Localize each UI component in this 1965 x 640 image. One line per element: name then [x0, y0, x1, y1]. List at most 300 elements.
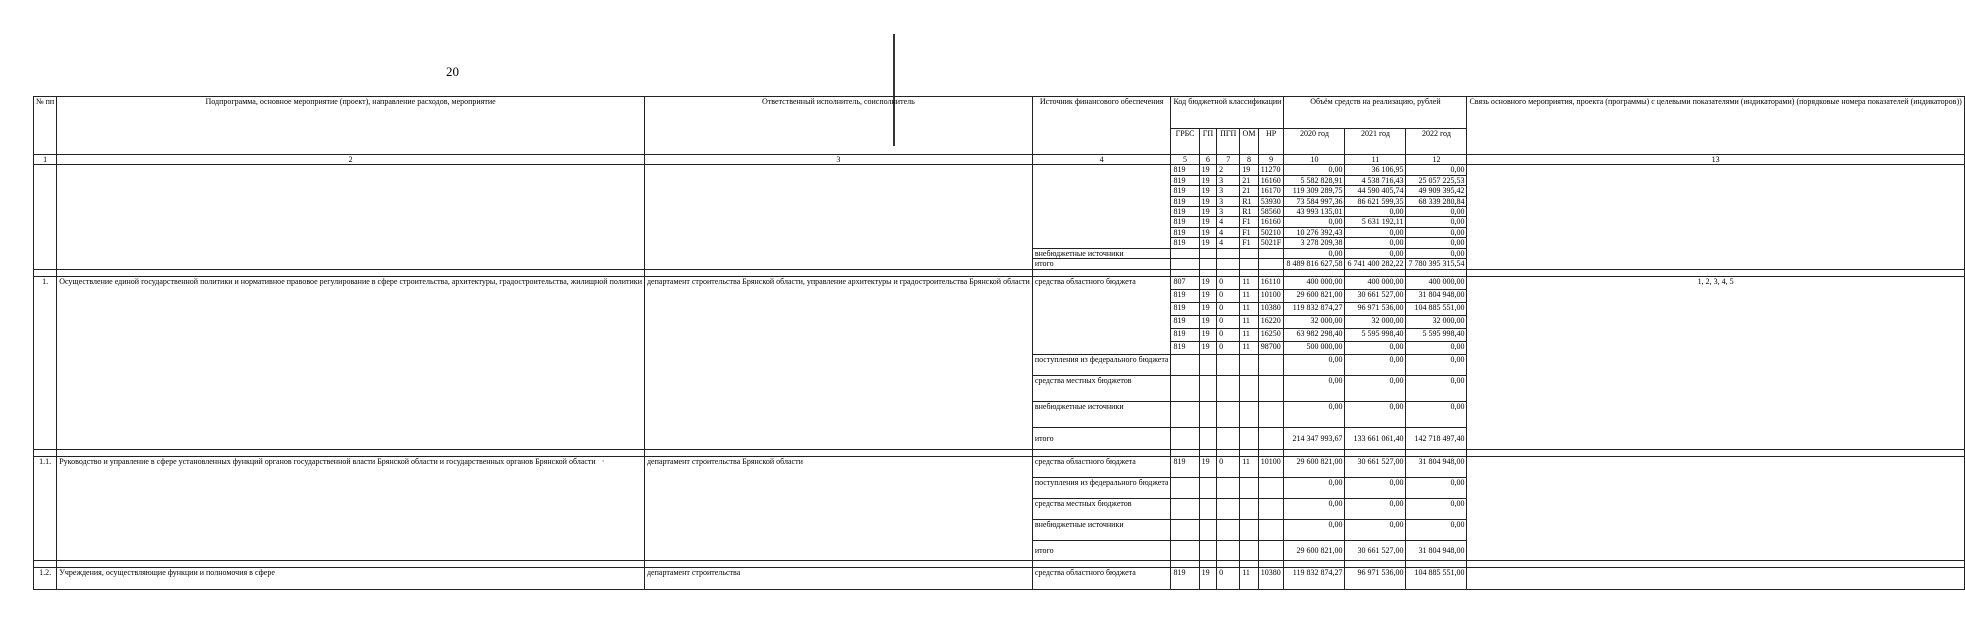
- amount-2020: 32 000,00: [1284, 316, 1345, 329]
- header-program: Подпрограмма, основное мероприятие (проект), направление расходов, мероприятие: [57, 97, 645, 155]
- amount-2020: 43 993 135,01: [1284, 207, 1345, 217]
- amount-2022: 49 909 395,42: [1406, 186, 1467, 196]
- code-om: F1: [1240, 238, 1259, 248]
- total-label: итого: [1032, 259, 1171, 270]
- header-source: Источник финансового обеспечения: [1032, 97, 1171, 155]
- code-nr: [1258, 402, 1284, 428]
- code-grbs: [1171, 520, 1199, 541]
- amount-2021: 32 000,00: [1345, 316, 1406, 329]
- code-gp: [1199, 520, 1217, 541]
- table-row: [34, 277, 1965, 290]
- empty-cell: [1171, 450, 1199, 457]
- code-nr: [1258, 376, 1284, 402]
- code-grbs: [1171, 478, 1199, 499]
- amount-2021: 0,00: [1345, 207, 1406, 217]
- empty-cell: [1240, 270, 1259, 277]
- amount-2020: 29 600 821,00: [1284, 290, 1345, 303]
- row-number: 1.2.: [34, 568, 57, 590]
- code-pgp: 0: [1217, 316, 1240, 329]
- header-pgp: ПГП: [1217, 129, 1240, 155]
- stray-mark: ·: [601, 457, 605, 467]
- code-grbs: 819: [1171, 342, 1199, 355]
- code-grbs: [1171, 376, 1199, 402]
- code-pgp: [1217, 478, 1240, 499]
- amount-2020: 0,00: [1284, 355, 1345, 376]
- code-om: 19: [1240, 165, 1259, 175]
- header-responsible: Ответственный исполнитель, соисполнитель: [644, 97, 1032, 155]
- indicator-link: 1, 2, 3, 4, 5: [1467, 277, 1964, 450]
- code-gp: 19: [1199, 316, 1217, 329]
- code-gp: [1199, 376, 1217, 402]
- code-gp: [1199, 259, 1217, 270]
- amount-2022: 142 718 497,40: [1406, 428, 1467, 450]
- amount-2021: 44 590 405,74: [1345, 186, 1406, 196]
- code-pgp: 0: [1217, 303, 1240, 316]
- column-number: 6: [1199, 155, 1217, 165]
- code-om: R1: [1240, 207, 1259, 217]
- code-pgp: 2: [1217, 165, 1240, 175]
- code-om: [1240, 248, 1259, 258]
- code-gp: 19: [1199, 217, 1217, 227]
- code-om: [1240, 499, 1259, 520]
- code-gp: 19: [1199, 165, 1217, 175]
- indicator-link: [1467, 457, 1964, 561]
- empty-cell: [1240, 450, 1259, 457]
- amount-2020: 63 982 298,40: [1284, 329, 1345, 342]
- funding-source: средства местных бюджетов: [1032, 499, 1171, 520]
- funding-source: внебюджетные источники: [1032, 248, 1171, 258]
- total-label: итого: [1032, 428, 1171, 450]
- code-om: 11: [1240, 277, 1259, 290]
- empty-cell: [57, 561, 645, 568]
- code-gp: 19: [1199, 238, 1217, 248]
- amount-2021: 5 631 192,11: [1345, 217, 1406, 227]
- code-gp: 19: [1199, 303, 1217, 316]
- amount-2021: 36 106,95: [1345, 165, 1406, 175]
- code-pgp: [1217, 402, 1240, 428]
- amount-2020: 0,00: [1284, 520, 1345, 541]
- empty-cell: [1032, 561, 1171, 568]
- empty-cell: [1467, 270, 1964, 277]
- code-grbs: 819: [1171, 290, 1199, 303]
- code-nr: [1258, 259, 1284, 270]
- amount-2021: 400 000,00: [1345, 277, 1406, 290]
- code-nr: 10100: [1258, 290, 1284, 303]
- funding-source: средства областного бюджета: [1032, 277, 1171, 355]
- funding-source: [1032, 165, 1171, 248]
- code-nr: 16250: [1258, 329, 1284, 342]
- code-om: [1240, 259, 1259, 270]
- amount-2020: 0,00: [1284, 217, 1345, 227]
- amount-2022: 400 000,00: [1406, 277, 1467, 290]
- column-number: 11: [1345, 155, 1406, 165]
- amount-2022: 0,00: [1406, 355, 1467, 376]
- code-grbs: 819: [1171, 175, 1199, 185]
- program-name-text: Руководство и управление в сфере установленных функций органов государственной власти Брянской области и государственных органов Брянской области: [59, 457, 596, 467]
- amount-2022: 0,00: [1406, 248, 1467, 258]
- empty-cell: [34, 561, 57, 568]
- code-pgp: 3: [1217, 175, 1240, 185]
- code-pgp: 4: [1217, 227, 1240, 237]
- code-pgp: [1217, 541, 1240, 561]
- code-gp: 19: [1199, 227, 1217, 237]
- funding-source: средства областного бюджета: [1032, 457, 1171, 478]
- column-number: 5: [1171, 155, 1199, 165]
- code-nr: 16160: [1258, 217, 1284, 227]
- amount-2021: 0,00: [1345, 478, 1406, 499]
- amount-2022: 0,00: [1406, 376, 1467, 402]
- code-grbs: 807: [1171, 277, 1199, 290]
- amount-2021: 86 621 599,35: [1345, 196, 1406, 206]
- code-pgp: [1217, 499, 1240, 520]
- header-no: № пп: [34, 97, 57, 155]
- code-pgp: 4: [1217, 238, 1240, 248]
- header-om: ОМ: [1240, 129, 1259, 155]
- code-pgp: [1217, 259, 1240, 270]
- row-number: 1.1.: [34, 457, 57, 561]
- program-name: [57, 165, 645, 270]
- amount-2022: 68 339 280,84: [1406, 196, 1467, 206]
- empty-cell: [644, 450, 1032, 457]
- program-name: [57, 457, 645, 561]
- code-grbs: [1171, 428, 1199, 450]
- code-grbs: [1171, 248, 1199, 258]
- column-number: 8: [1240, 155, 1259, 165]
- code-gp: [1199, 499, 1217, 520]
- column-number: 7: [1217, 155, 1240, 165]
- amount-2021: 0,00: [1345, 355, 1406, 376]
- empty-cell: [1284, 561, 1345, 568]
- code-gp: [1199, 402, 1217, 428]
- code-nr: 53930: [1258, 196, 1284, 206]
- empty-cell: [1171, 561, 1199, 568]
- responsible: департамент строительства Брянской области: [644, 457, 1032, 561]
- code-pgp: 0: [1217, 290, 1240, 303]
- code-nr: 16160: [1258, 175, 1284, 185]
- amount-2020: 119 832 874,27: [1284, 303, 1345, 316]
- amount-2022: 0,00: [1406, 238, 1467, 248]
- empty-cell: [1258, 270, 1284, 277]
- code-grbs: 819: [1171, 303, 1199, 316]
- empty-cell: [1217, 270, 1240, 277]
- program-name: Осуществление единой государственной политики и нормативное правовое регулирование в сфере строительства, архитектуры, градостроительства, жилищной политики: [57, 277, 645, 450]
- header-link: Связь основного мероприятия, проекта (программы) с целевыми показателями (индикаторами) (порядковые номера показателей (индикаторов)): [1467, 97, 1964, 155]
- column-number: 10: [1284, 155, 1345, 165]
- column-number: 13: [1467, 155, 1964, 165]
- amount-2022: 31 804 948,00: [1406, 290, 1467, 303]
- amount-2022: 0,00: [1406, 478, 1467, 499]
- header-row: [34, 97, 1965, 129]
- table-row: [34, 165, 1965, 175]
- column-number: 12: [1406, 155, 1467, 165]
- empty-cell: [34, 450, 57, 457]
- code-om: [1240, 376, 1259, 402]
- code-gp: [1199, 541, 1217, 561]
- code-grbs: [1171, 259, 1199, 270]
- amount-2020: 500 000,00: [1284, 342, 1345, 355]
- code-pgp: 4: [1217, 217, 1240, 227]
- amount-2022: 104 885 551,00: [1406, 568, 1467, 590]
- amount-2020: 0,00: [1284, 165, 1345, 175]
- amount-2020: 0,00: [1284, 478, 1345, 499]
- amount-2021: 30 661 527,00: [1345, 541, 1406, 561]
- column-numbers-row: [34, 155, 1965, 165]
- amount-2020: 10 276 392,43: [1284, 227, 1345, 237]
- amount-2020: 0,00: [1284, 402, 1345, 428]
- empty-cell: [1199, 270, 1217, 277]
- code-om: 11: [1240, 342, 1259, 355]
- header-grbs: ГРБС: [1171, 129, 1199, 155]
- page-number: 20: [446, 64, 459, 79]
- code-nr: [1258, 520, 1284, 541]
- amount-2022: 0,00: [1406, 217, 1467, 227]
- empty-cell: [1217, 450, 1240, 457]
- header-kbk: Код бюджетной классификации: [1171, 97, 1284, 129]
- amount-2022: 0,00: [1406, 402, 1467, 428]
- amount-2021: 4 538 716,43: [1345, 175, 1406, 185]
- empty-cell: [1345, 270, 1406, 277]
- empty-cell: [57, 450, 645, 457]
- code-om: [1240, 520, 1259, 541]
- code-gp: 19: [1199, 207, 1217, 217]
- amount-2020: 119 309 289,75: [1284, 186, 1345, 196]
- code-om: F1: [1240, 217, 1259, 227]
- code-nr: [1258, 248, 1284, 258]
- code-pgp: 3: [1217, 186, 1240, 196]
- code-gp: [1199, 248, 1217, 258]
- code-nr: 58560: [1258, 207, 1284, 217]
- amount-2021: 0,00: [1345, 238, 1406, 248]
- amount-2021: 5 595 998,40: [1345, 329, 1406, 342]
- amount-2022: 0,00: [1406, 499, 1467, 520]
- total-label: итого: [1032, 541, 1171, 561]
- empty-cell: [57, 270, 645, 277]
- indicator-link: [1467, 165, 1964, 270]
- header-year-2022: 2022 год: [1406, 129, 1467, 155]
- code-grbs: [1171, 402, 1199, 428]
- amount-2021: 96 971 536,00: [1345, 568, 1406, 590]
- amount-2020: 73 584 997,36: [1284, 196, 1345, 206]
- amount-2020: 119 832 874,27: [1284, 568, 1345, 590]
- code-gp: 19: [1199, 329, 1217, 342]
- code-grbs: 819: [1171, 329, 1199, 342]
- code-om: R1: [1240, 196, 1259, 206]
- code-nr: 5021F: [1258, 238, 1284, 248]
- code-om: F1: [1240, 227, 1259, 237]
- funding-source: внебюджетные источники: [1032, 520, 1171, 541]
- funding-source: средства местных бюджетов: [1032, 376, 1171, 402]
- code-pgp: [1217, 520, 1240, 541]
- empty-cell: [1199, 561, 1217, 568]
- amount-2021: 0,00: [1345, 227, 1406, 237]
- code-nr: 16170: [1258, 186, 1284, 196]
- header-year-2020: 2020 год: [1284, 129, 1345, 155]
- empty-cell: [1032, 450, 1171, 457]
- code-nr: [1258, 541, 1284, 561]
- funding-source: поступления из федерального бюджета: [1032, 355, 1171, 376]
- code-om: 11: [1240, 568, 1259, 590]
- code-nr: 50210: [1258, 227, 1284, 237]
- amount-2022: 104 885 551,00: [1406, 303, 1467, 316]
- amount-2020: 214 347 993,67: [1284, 428, 1345, 450]
- code-grbs: [1171, 541, 1199, 561]
- empty-cell: [1467, 450, 1964, 457]
- code-gp: 19: [1199, 457, 1217, 478]
- amount-2022: 5 595 998,40: [1406, 329, 1467, 342]
- responsible: [644, 165, 1032, 270]
- column-number: 3: [644, 155, 1032, 165]
- indicator-link: [1467, 568, 1964, 590]
- header-volume: Объём средств на реализацию, рублей: [1284, 97, 1467, 129]
- amount-2022: 0,00: [1406, 165, 1467, 175]
- code-grbs: 819: [1171, 238, 1199, 248]
- amount-2021: 0,00: [1345, 499, 1406, 520]
- empty-cell: [644, 270, 1032, 277]
- amount-2021: 96 971 536,00: [1345, 303, 1406, 316]
- code-nr: 16220: [1258, 316, 1284, 329]
- code-grbs: 819: [1171, 217, 1199, 227]
- table-row: [34, 457, 1965, 478]
- column-number: 1: [34, 155, 57, 165]
- amount-2022: 0,00: [1406, 227, 1467, 237]
- program-name: Учреждения, осуществляющие функции и полномочия в сфере: [57, 568, 645, 590]
- code-grbs: 819: [1171, 165, 1199, 175]
- amount-2021: 0,00: [1345, 342, 1406, 355]
- code-nr: 98700: [1258, 342, 1284, 355]
- code-gp: [1199, 428, 1217, 450]
- column-number: 9: [1258, 155, 1284, 165]
- code-pgp: 0: [1217, 457, 1240, 478]
- code-nr: [1258, 428, 1284, 450]
- code-gp: 19: [1199, 277, 1217, 290]
- code-nr: [1258, 478, 1284, 499]
- code-nr: 10380: [1258, 303, 1284, 316]
- amount-2022: 7 780 395 315,54: [1406, 259, 1467, 270]
- empty-cell: [1406, 270, 1467, 277]
- code-gp: 19: [1199, 175, 1217, 185]
- code-nr: [1258, 499, 1284, 520]
- amount-2021: 0,00: [1345, 376, 1406, 402]
- amount-2021: 30 661 527,00: [1345, 290, 1406, 303]
- responsible: департамент строительства Брянской области, управление архитектуры и градостроительства Брянской области: [644, 277, 1032, 450]
- amount-2021: 133 661 061,40: [1345, 428, 1406, 450]
- code-pgp: 0: [1217, 277, 1240, 290]
- amount-2022: 0,00: [1406, 342, 1467, 355]
- row-number: [34, 165, 57, 270]
- amount-2022: 31 804 948,00: [1406, 541, 1467, 561]
- code-om: 11: [1240, 457, 1259, 478]
- amount-2022: 32 000,00: [1406, 316, 1467, 329]
- empty-cell: [1284, 270, 1345, 277]
- amount-2020: 0,00: [1284, 376, 1345, 402]
- code-gp: 19: [1199, 290, 1217, 303]
- amount-2021: 6 741 400 282,22: [1345, 259, 1406, 270]
- code-om: 11: [1240, 316, 1259, 329]
- empty-cell: [34, 270, 57, 277]
- code-gp: 19: [1199, 186, 1217, 196]
- empty-cell: [644, 561, 1032, 568]
- code-pgp: [1217, 428, 1240, 450]
- amount-2020: 0,00: [1284, 499, 1345, 520]
- amount-2021: 0,00: [1345, 248, 1406, 258]
- spacer-row: [34, 450, 1965, 457]
- amount-2021: 30 661 527,00: [1345, 457, 1406, 478]
- empty-cell: [1199, 450, 1217, 457]
- code-grbs: 819: [1171, 196, 1199, 206]
- code-om: [1240, 402, 1259, 428]
- empty-cell: [1171, 270, 1199, 277]
- empty-cell: [1258, 561, 1284, 568]
- code-om: 21: [1240, 186, 1259, 196]
- code-om: 11: [1240, 290, 1259, 303]
- budget-table: [33, 96, 1965, 590]
- table-row: [34, 568, 1965, 590]
- code-grbs: 819: [1171, 207, 1199, 217]
- amount-2020: 0,00: [1284, 248, 1345, 258]
- code-grbs: 819: [1171, 568, 1199, 590]
- code-grbs: 819: [1171, 186, 1199, 196]
- empty-cell: [1406, 561, 1467, 568]
- amount-2022: 25 057 225,53: [1406, 175, 1467, 185]
- code-om: [1240, 478, 1259, 499]
- code-om: 11: [1240, 303, 1259, 316]
- code-om: 21: [1240, 175, 1259, 185]
- header-nr: НР: [1258, 129, 1284, 155]
- code-nr: 11270: [1258, 165, 1284, 175]
- empty-cell: [1345, 561, 1406, 568]
- amount-2020: 8 489 816 627,58: [1284, 259, 1345, 270]
- amount-2020: 400 000,00: [1284, 277, 1345, 290]
- empty-cell: [1467, 561, 1964, 568]
- code-grbs: [1171, 355, 1199, 376]
- code-gp: 19: [1199, 568, 1217, 590]
- amount-2020: 29 600 821,00: [1284, 541, 1345, 561]
- code-pgp: [1217, 376, 1240, 402]
- header-gp: ГП: [1199, 129, 1217, 155]
- code-pgp: [1217, 248, 1240, 258]
- code-grbs: 819: [1171, 227, 1199, 237]
- code-om: [1240, 355, 1259, 376]
- code-gp: [1199, 478, 1217, 499]
- code-grbs: [1171, 499, 1199, 520]
- code-grbs: 819: [1171, 316, 1199, 329]
- code-pgp: 0: [1217, 342, 1240, 355]
- code-pgp: 0: [1217, 329, 1240, 342]
- funding-source: внебюджетные источники: [1032, 402, 1171, 428]
- code-nr: 10100: [1258, 457, 1284, 478]
- column-number: 4: [1032, 155, 1171, 165]
- code-nr: 10380: [1258, 568, 1284, 590]
- empty-cell: [1032, 270, 1171, 277]
- spacer-row: [34, 561, 1965, 568]
- code-pgp: 3: [1217, 207, 1240, 217]
- code-pgp: [1217, 355, 1240, 376]
- code-pgp: 3: [1217, 196, 1240, 206]
- funding-source: поступления из федерального бюджета: [1032, 478, 1171, 499]
- amount-2022: 31 804 948,00: [1406, 457, 1467, 478]
- amount-2020: 3 278 209,38: [1284, 238, 1345, 248]
- column-number: 2: [57, 155, 645, 165]
- amount-2021: 0,00: [1345, 402, 1406, 428]
- spacer-row: [34, 270, 1965, 277]
- amount-2021: 0,00: [1345, 520, 1406, 541]
- amount-2022: 0,00: [1406, 520, 1467, 541]
- code-om: [1240, 428, 1259, 450]
- header-year-2021: 2021 год: [1345, 129, 1406, 155]
- empty-cell: [1284, 450, 1345, 457]
- code-gp: [1199, 355, 1217, 376]
- code-nr: [1258, 355, 1284, 376]
